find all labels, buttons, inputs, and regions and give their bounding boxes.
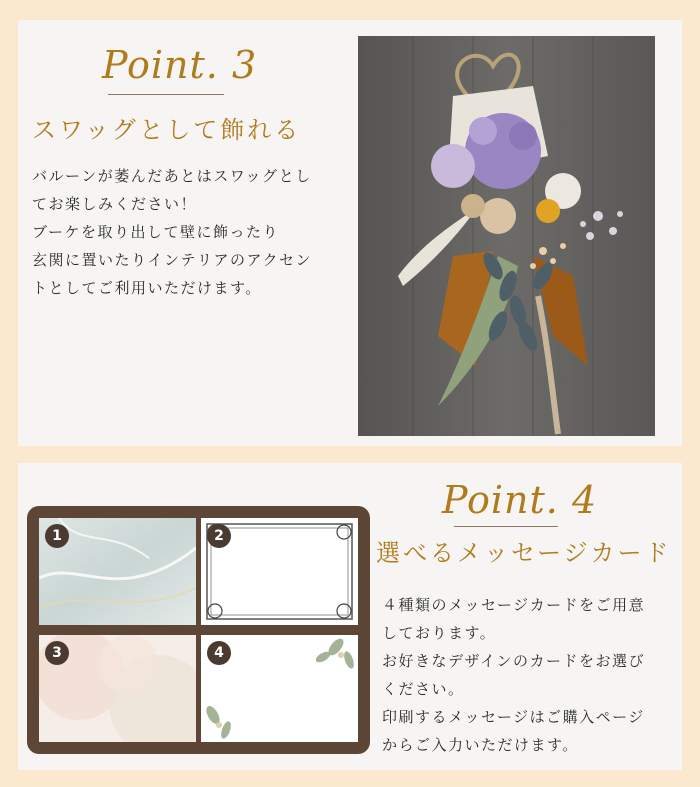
point4-body-line: 印刷するメッセージはご購入ページ (382, 708, 645, 726)
point4-heading: 選べるメッセージカード (376, 539, 672, 567)
point3-body-line: トとしてご利用いただけます。 (32, 279, 262, 297)
point3-heading: スワッグとして飾れる (32, 116, 302, 144)
swag-photo (358, 36, 655, 436)
point4-body-line: ください。 (382, 680, 465, 698)
point3-body-line: 玄関に置いたりインテリアのアクセン (32, 251, 313, 269)
card-number-badge: 3 (45, 641, 69, 665)
card-number-badge: 2 (207, 524, 231, 548)
card-number-badge: 4 (207, 641, 231, 665)
message-card-ornate-frame (201, 518, 358, 625)
point4-body-line: からご入力いただけます。 (382, 736, 579, 754)
point3-body (32, 162, 312, 302)
point4-body-line: ４種類のメッセージカードをご用意 (382, 596, 646, 614)
point3-body-line: てお楽しみください！ (32, 195, 198, 213)
point4-panel (18, 463, 682, 770)
point3-title-rule (108, 94, 224, 95)
point4-title-rule (454, 526, 558, 527)
point4-body-line: しております。 (382, 624, 497, 642)
point4-title: Point. 4 (442, 478, 598, 522)
point3-body-line: バルーンが萎んだあとはスワッグとし (32, 167, 312, 185)
message-card-marble (39, 518, 196, 625)
message-card-watercolor (39, 635, 196, 742)
point3-title: Point. 3 (102, 43, 258, 87)
card-number-badge: 1 (45, 524, 69, 548)
point4-body-line: お好きなデザインのカードをお選び (382, 652, 645, 670)
message-cards-board (27, 506, 370, 754)
message-card-botanical (201, 635, 358, 742)
point4-body (382, 591, 645, 759)
point3-panel (18, 20, 682, 446)
point3-body-line: ブーケを取り出して壁に飾ったり (32, 223, 280, 241)
swag-bouquet-illustration (358, 36, 655, 436)
